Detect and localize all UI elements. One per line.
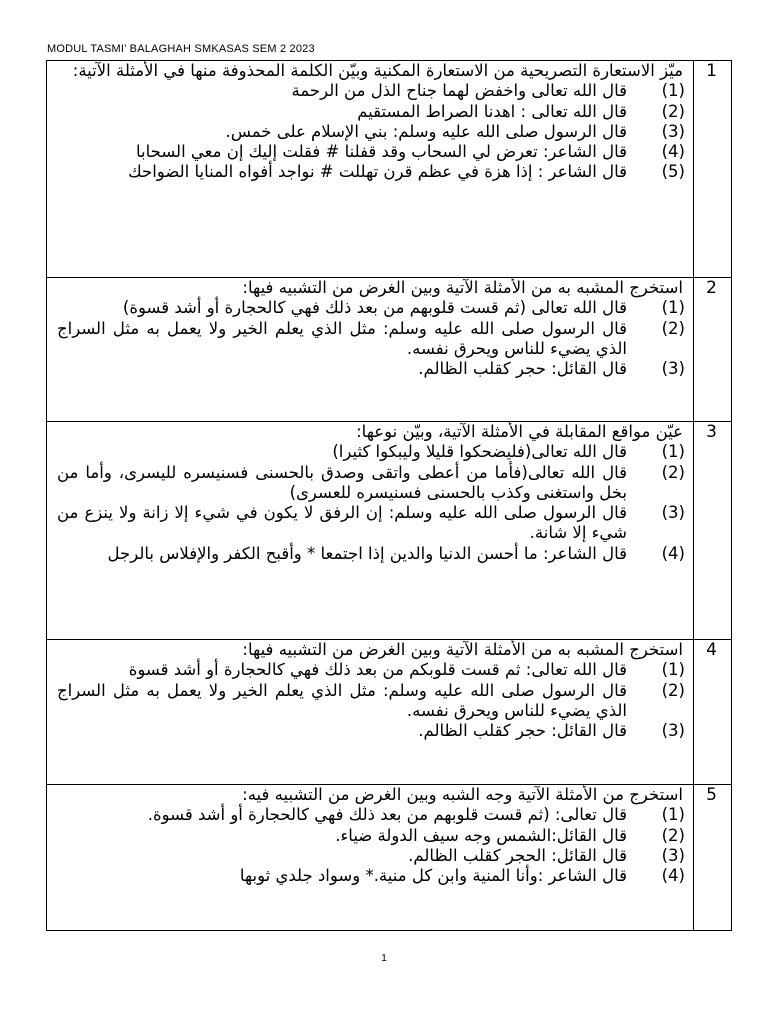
item-number: (4) xyxy=(661,866,685,886)
item-text: قال تعالى: (ثم قست قلوبهم من بعد ذلك فهي كالحجارة أو أشد قسوة. xyxy=(147,805,627,825)
item-number: (3) xyxy=(661,121,685,141)
list-item xyxy=(57,805,685,825)
item-text: قال الرسول صلى الله عليه وسلم: إن الرفق لا يكون في شيء إلا زانة ولا ينزع من شيء إلا شانة. xyxy=(57,503,627,543)
question-prompt: استخرج من الأمثلة الآتية وجه الشبه وبين الغرض من التشبيه فيه: xyxy=(242,785,683,804)
question-row xyxy=(47,61,732,278)
item-number: (1) xyxy=(661,442,685,462)
list-item xyxy=(57,81,685,101)
item-text: قال الله تعالى: ثم قست قلوبكم من بعد ذلك فهي كالحجارة أو أشد قسوة xyxy=(128,660,627,680)
question-prompt: استخرج المشبه به من الأمثلة الآتية وبين الغرض من التشبيه فيها: xyxy=(242,278,683,297)
item-text: قال الرسول صلى الله عليه وسلم: مثل الذي يعلم الخير ولا يعمل به مثل السراج الذي يضيء للناس ويحرق نفسه. xyxy=(57,680,627,720)
question-number: 4 xyxy=(694,640,732,785)
item-text: قال الشاعر: تعرض لي السحاب وقد قفلنا # فقلت إليك إن معي السحابا xyxy=(136,142,627,162)
list-item xyxy=(57,846,685,866)
item-number: (1) xyxy=(661,298,685,318)
question-number: 2 xyxy=(694,278,732,422)
question-prompt: استخرج المشبه به من الأمثلة الآتية وبين الغرض من التشبيه فيها: xyxy=(242,640,683,659)
item-text: قال القائل:الشمس وجه سيف الدولة ضياء. xyxy=(335,825,627,845)
item-number: (4) xyxy=(661,142,685,162)
question-body xyxy=(47,422,694,640)
question-body xyxy=(47,640,694,785)
item-number: (1) xyxy=(661,81,685,101)
page-number: 1 xyxy=(381,953,387,964)
list-item xyxy=(57,463,685,504)
list-item xyxy=(57,359,685,379)
item-number: (5) xyxy=(661,162,685,182)
item-number: (3) xyxy=(661,503,685,523)
list-item xyxy=(57,319,685,360)
question-number: 5 xyxy=(694,785,732,931)
item-text: قال الله تعالى : اهدنا الصراط المستقيم xyxy=(357,101,627,121)
item-text: قال القائل: حجر كقلب الظالم. xyxy=(418,359,627,379)
document-header: MODUL TASMI’ BALAGHAH SMKASAS SEM 2 2023 xyxy=(47,43,315,55)
item-number: (1) xyxy=(661,660,685,680)
item-text: قال الله تعالى(فأما من أعطى واتقى وصدق بالحسنى فسنيسره لليسرى، وأما من بخل واستغنى وكذب بالحسنى فسنيسره للعسرى) xyxy=(57,462,627,502)
item-number: (3) xyxy=(661,359,685,379)
list-item xyxy=(57,681,685,722)
question-body xyxy=(47,61,694,278)
question-number: 3 xyxy=(694,422,732,640)
list-item xyxy=(57,442,685,462)
question-row xyxy=(47,278,732,422)
question-prompt: ميّز الاستعارة التصريحية من الاستعارة المكنية وبيّن الكلمة المحذوفة منها في الأمثلة الآتية: xyxy=(72,61,683,80)
question-number: 1 xyxy=(694,61,732,278)
question-body xyxy=(47,785,694,931)
item-text: قال الشاعر: ما أحسن الدنيا والدين إذا اجتمعا * وأقبح الكفر والإفلاس بالرجل xyxy=(107,543,627,563)
list-item xyxy=(57,162,685,182)
list-item xyxy=(57,102,685,122)
item-number: (2) xyxy=(661,462,685,482)
list-item xyxy=(57,142,685,162)
item-number: (4) xyxy=(661,543,685,563)
item-number: (2) xyxy=(661,101,685,121)
item-text: قال الشاعر : إذا هزة في عظم قرن تهللت # نواجد أفواه المنايا الضواحك xyxy=(128,162,627,182)
item-number: (2) xyxy=(661,825,685,845)
item-text: قال القائل: الحجر كقلب الظالم. xyxy=(408,845,627,865)
item-text: قال الله تعالى(فليضحكوا قليلا وليبكوا كثيرا) xyxy=(332,442,627,462)
list-item xyxy=(57,122,685,142)
list-item xyxy=(57,544,685,564)
question-row xyxy=(47,785,732,931)
item-text: قال الله تعالى واخفض لهما جناح الذل من الرحمة xyxy=(291,81,627,101)
questions-table xyxy=(46,60,732,931)
item-number: (2) xyxy=(661,680,685,700)
question-row xyxy=(47,422,732,640)
item-text: قال الرسول صلى الله عليه وسلم: مثل الذي يعلم الخير ولا يعمل به مثل السراج الذي يضيء للناس ويحرق نفسه. xyxy=(57,318,627,358)
list-item xyxy=(57,866,685,886)
item-number: (3) xyxy=(661,845,685,865)
item-number: (2) xyxy=(661,318,685,338)
list-item xyxy=(57,503,685,544)
list-item xyxy=(57,298,685,318)
item-number: (1) xyxy=(661,805,685,825)
question-body xyxy=(47,278,694,422)
item-text: قال الشاعر :وأنا المنية وابن كل منية.* وسواد جلدي ثوبها xyxy=(239,866,627,886)
list-item xyxy=(57,826,685,846)
question-row xyxy=(47,640,732,785)
list-item xyxy=(57,721,685,741)
item-text: قال الله تعالى (ثم قست قلوبهم من بعد ذلك فهي كالحجارة أو أشد قسوة) xyxy=(122,298,627,318)
question-prompt: عيّن مواقع المقابلة في الأمثلة الآتية، وبيّن نوعها: xyxy=(356,422,683,441)
item-number: (3) xyxy=(661,721,685,741)
list-item xyxy=(57,660,685,680)
item-text: قال القائل: حجر كقلب الظالم. xyxy=(418,721,627,741)
item-text: قال الرسول صلى الله عليه وسلم: بني الإسلام على خمس. xyxy=(225,121,627,141)
